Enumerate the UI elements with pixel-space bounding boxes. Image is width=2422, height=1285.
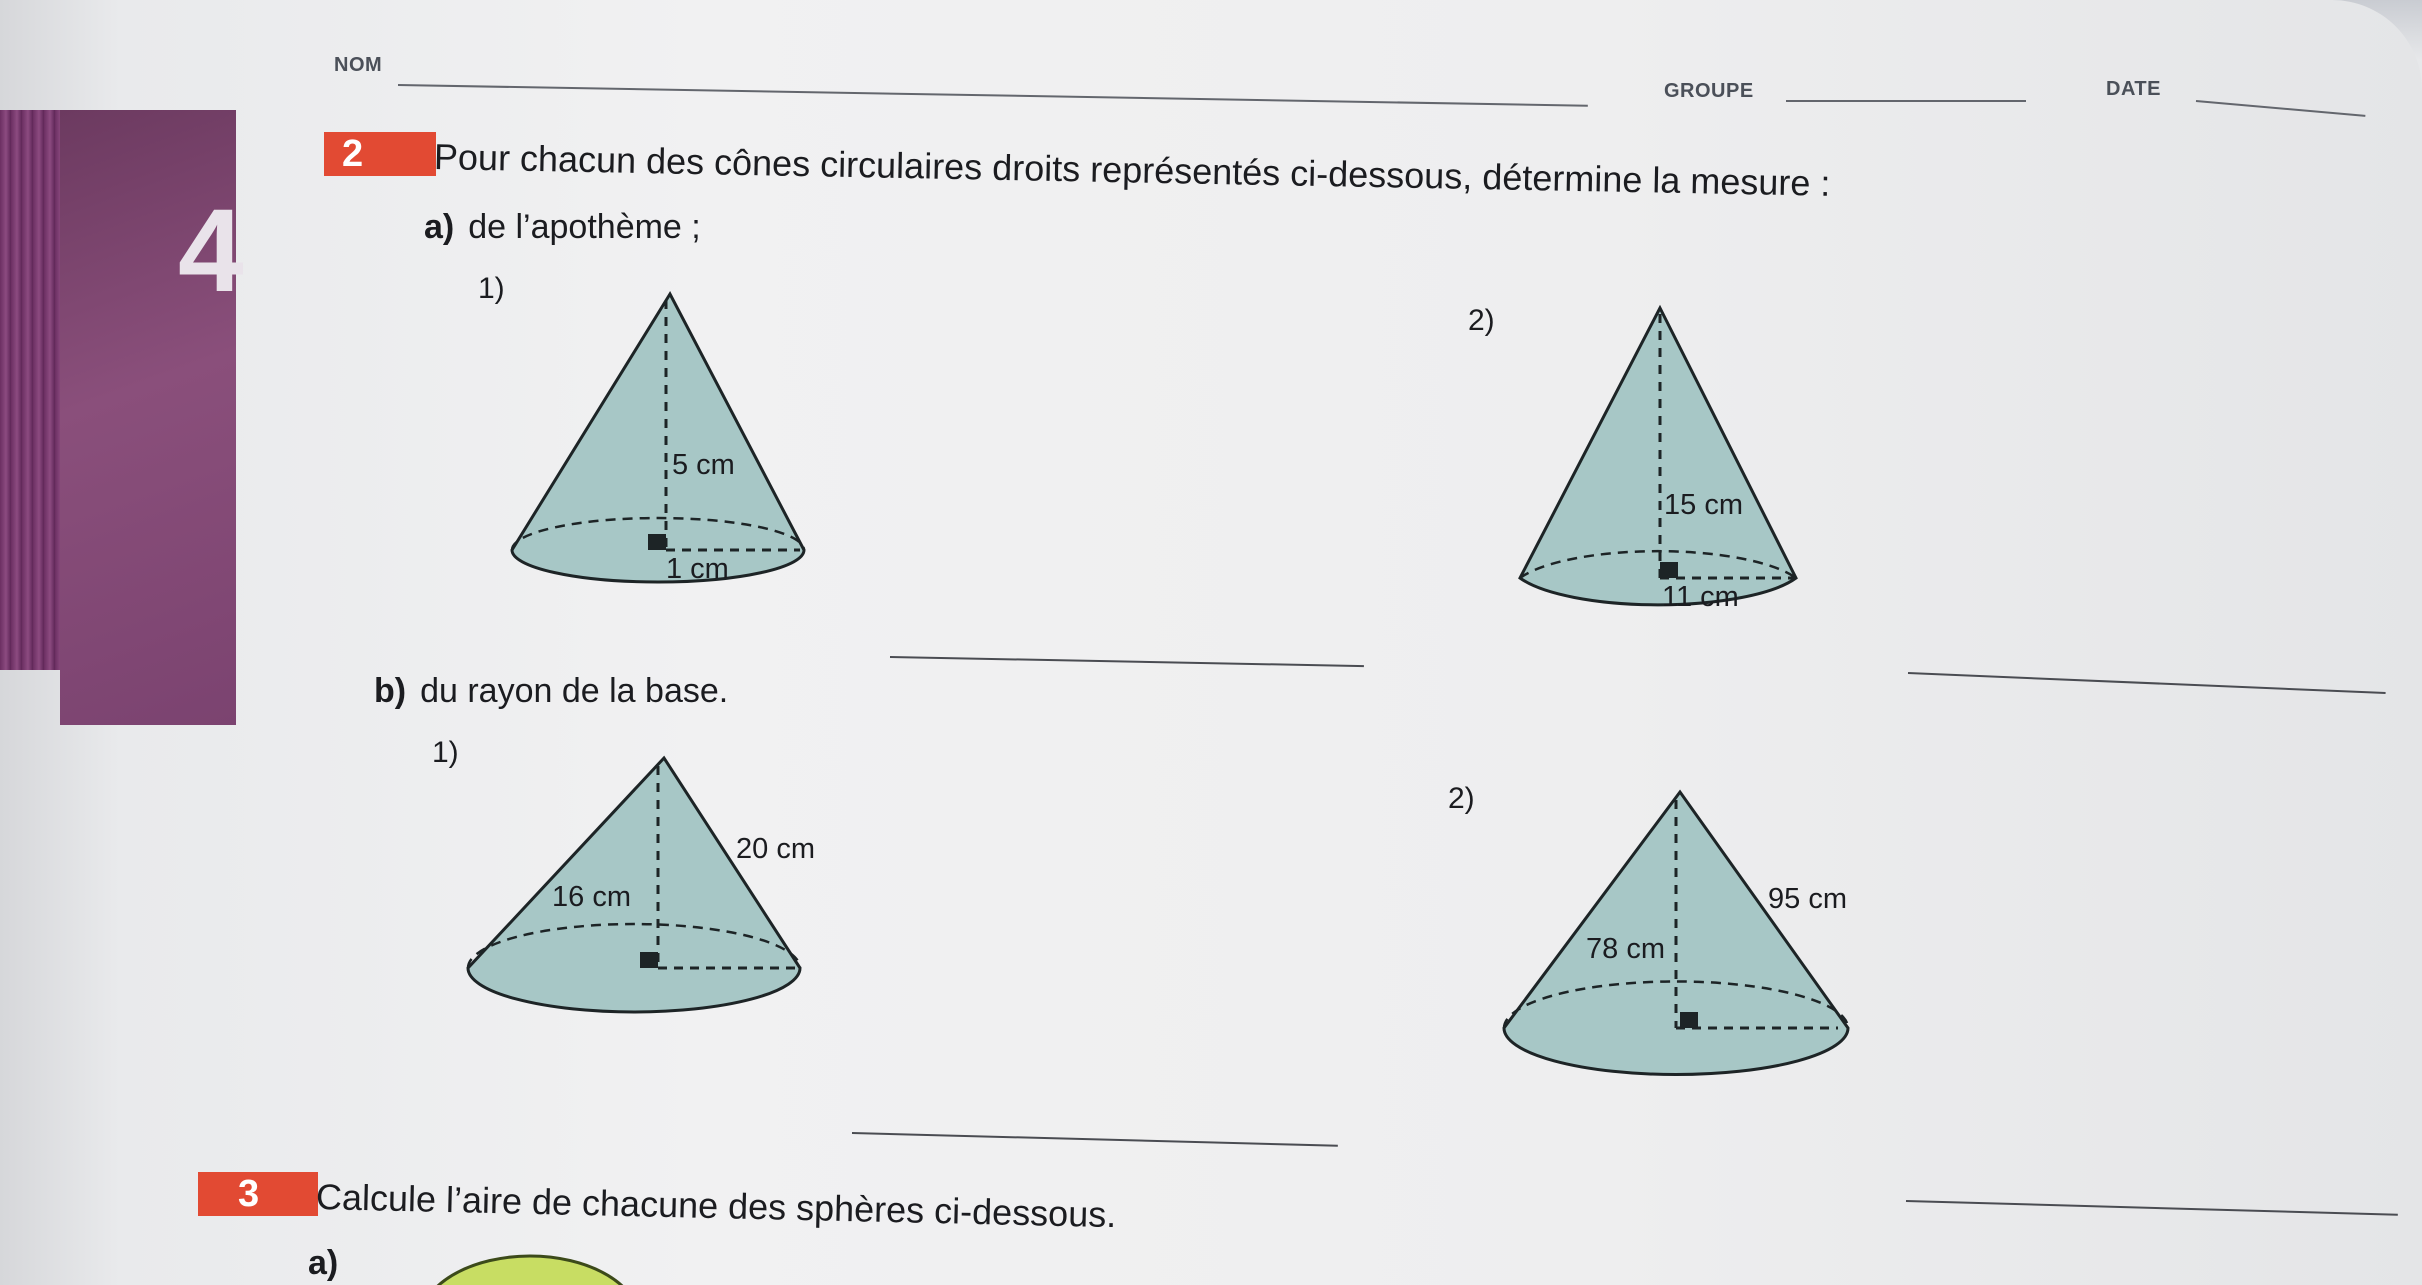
date-line [2196, 100, 2366, 117]
part-a-text: de l’apothème ; [468, 208, 701, 246]
answer-line-a1[interactable] [890, 656, 1364, 667]
cone-a1-diagram [500, 280, 800, 600]
part-b-item-1-label: 1) [432, 736, 459, 769]
exercise-3-number: 3 [238, 1173, 260, 1215]
answer-line-b1[interactable] [852, 1132, 1338, 1147]
part-b-item-2-label: 2) [1448, 782, 1475, 815]
exercise-3-part-a-letter: a) [308, 1244, 339, 1282]
exercise-3-part-a [308, 1244, 352, 1283]
answer-line-a2[interactable] [1908, 672, 2386, 694]
nom-label: NOM [334, 54, 383, 76]
cone-b1-height-label: 16 cm [552, 881, 631, 913]
nom-line [398, 84, 1588, 107]
exercise-3-prompt: Calcule l’aire de chacune des sphères ci-dessous. [315, 1176, 1117, 1236]
sphere-a-body [420, 1256, 640, 1285]
cone-a1-right-angle [648, 534, 666, 550]
exercise-3-badge [198, 1172, 318, 1216]
chapter-number: 4 [178, 185, 244, 317]
cone-b2-right-angle [1680, 1012, 1698, 1028]
cone-a2-diagram [1512, 300, 1812, 640]
exercise-2-number: 2 [342, 133, 364, 175]
exercise-2-prompt: Pour chacun des cônes circulaires droits représentés ci-dessous, détermine la mesure : [433, 136, 1831, 204]
cone-b2-diagram [1498, 782, 1858, 1082]
cone-b1-body [468, 758, 800, 1012]
part-a-letter: a) [424, 208, 455, 246]
part-b-text: du rayon de la base. [420, 672, 729, 710]
sphere-a-diagram [420, 1252, 640, 1285]
date-label: DATE [2106, 78, 2161, 100]
cone-a2-right-angle [1660, 562, 1678, 578]
cone-b1-right-angle [640, 952, 658, 968]
part-b-letter: b) [374, 672, 407, 710]
cone-b1-diagram [462, 752, 815, 1042]
exercise-2-badge [324, 132, 436, 176]
part-a-heading [424, 208, 701, 247]
part-b-heading [374, 672, 728, 711]
cone-b2-height-label: 78 cm [1586, 933, 1665, 965]
cone-b1-slant-label: 20 cm [736, 833, 815, 865]
groupe-label: GROUPE [1664, 80, 1754, 102]
cone-a2-radius-label: 11 cm [1662, 581, 1739, 613]
cone-a2-height-label: 15 cm [1664, 489, 1743, 521]
groupe-line [1786, 100, 2026, 102]
answer-line-b2[interactable] [1906, 1200, 2398, 1216]
part-a-item-2-label: 2) [1468, 304, 1495, 337]
cone-a1-height-label: 5 cm [672, 449, 735, 481]
cone-b2-slant-label: 95 cm [1768, 883, 1847, 915]
part-a-item-1-label: 1) [478, 272, 505, 305]
cone-a1-radius-label: 1 cm [666, 553, 729, 585]
